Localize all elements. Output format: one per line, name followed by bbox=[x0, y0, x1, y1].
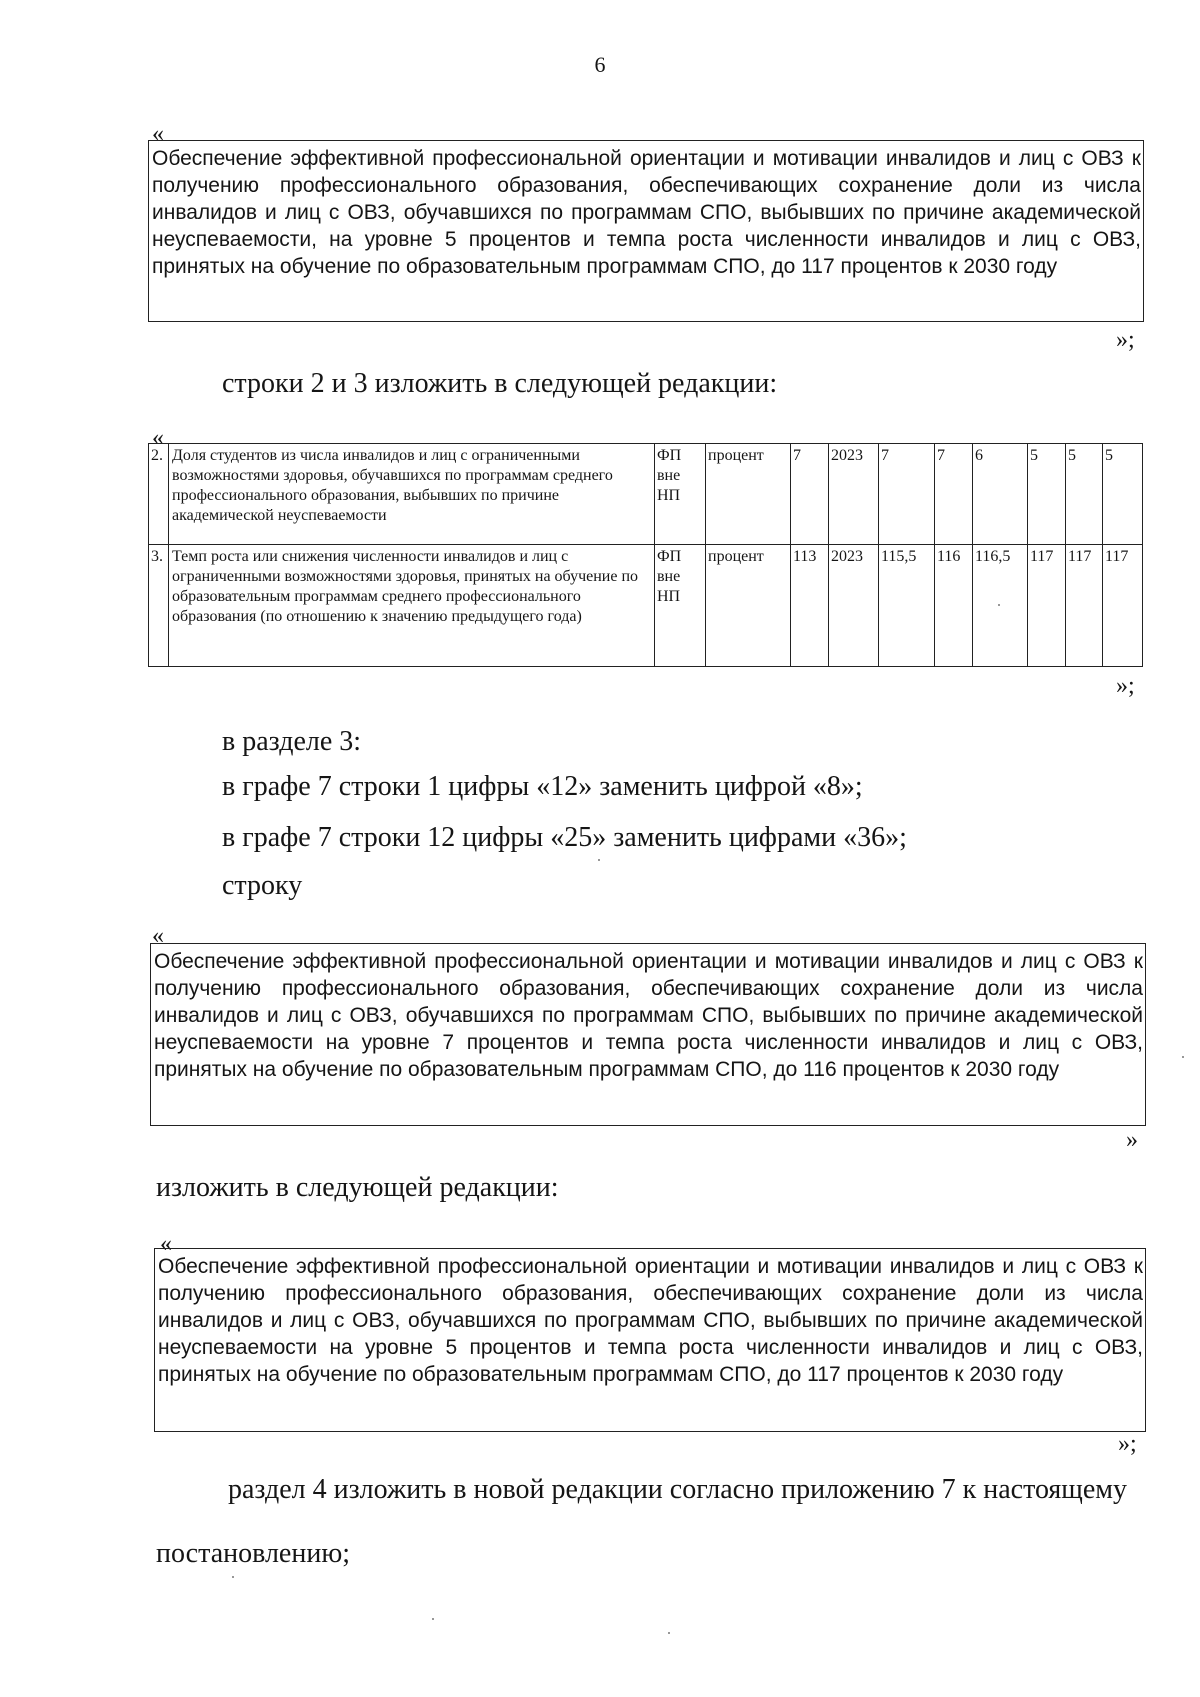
scan-speck bbox=[598, 859, 600, 861]
row-number: 2. bbox=[149, 444, 169, 545]
open-quote: « bbox=[152, 425, 164, 451]
base-value: 7 bbox=[791, 444, 829, 545]
close-quote: »; bbox=[1116, 327, 1135, 353]
instruction-state-new: изложить в следующей редакции: bbox=[156, 1172, 559, 1203]
indicator-name: Темп роста или снижения численности инвалидов и лиц с ограниченными возможностями здоровья, принятых на обучение по образовательным программам среднего профессионального образования (по отношению к значению предыдущего года) bbox=[169, 545, 655, 667]
instruction-rows-2-3: строки 2 и 3 изложить в следующей редакции: bbox=[222, 368, 778, 399]
value-cell: 116 bbox=[935, 545, 973, 667]
close-quote: »; bbox=[1116, 673, 1135, 699]
close-quote: »; bbox=[1118, 1431, 1137, 1457]
value-cell: 5 bbox=[1103, 444, 1143, 545]
indicators-table bbox=[148, 443, 1143, 667]
value-cell: 117 bbox=[1066, 545, 1103, 667]
table-row bbox=[149, 444, 1143, 545]
scan-speck bbox=[998, 604, 1000, 606]
base-year: 2023 bbox=[829, 444, 879, 545]
instruction-col7-row1: в графе 7 строки 1 цифры «12» заменить цифрой «8»; bbox=[222, 771, 863, 802]
scan-speck bbox=[432, 1618, 434, 1620]
instruction-section-4: раздел 4 изложить в новой редакции согласно приложению 7 к настоящему bbox=[228, 1474, 1127, 1505]
instruction-section-4-cont: постановлению; bbox=[156, 1538, 351, 1569]
open-quote: « bbox=[152, 121, 164, 147]
value-cell: 117 bbox=[1028, 545, 1066, 667]
indicator-name: Доля студентов из числа инвалидов и лиц с ограниченными возможностями здоровья, обучавшихся по программам среднего профессионального образования, выбывших по причине академической неуспеваемости bbox=[169, 444, 655, 545]
value-cell: 117 bbox=[1103, 545, 1143, 667]
unit: процент bbox=[706, 545, 791, 667]
target-text-box-new: Обеспечение эффективной профессиональной ориентации и мотивации инвалидов и лиц с ОВЗ к получению профессионального образования, обеспечивающих сохранение доли из числа инвалидов и лиц с ОВЗ, обучавшихся по программам СПО, выбывших по причине академической неуспеваемости на уровне 5 процентов и темпа роста численности инвалидов и лиц с ОВЗ, принятых на обучение по образовательным программам СПО, до 117 процентов к 2030 году bbox=[154, 1248, 1146, 1432]
target-text-box-current: Обеспечение эффективной профессиональной ориентации и мотивации инвалидов и лиц с ОВЗ к получению профессионального образования, обеспечивающих сохранение доли из числа инвалидов и лиц с ОВЗ, обучавшихся по программам СПО, выбывших по причине академической неуспеваемости, на уровне 5 процентов и темпа роста численности инвалидов и лиц с ОВЗ, принятых на обучение по образовательным программам СПО, до 117 процентов к 2030 году bbox=[148, 140, 1144, 322]
instruction-section-3: в разделе 3: bbox=[222, 726, 362, 757]
instruction-row: строку bbox=[222, 870, 303, 901]
value-cell: 5 bbox=[1066, 444, 1103, 545]
scan-speck bbox=[668, 1632, 670, 1634]
scan-speck bbox=[1182, 1056, 1184, 1058]
open-quote: « bbox=[160, 1231, 172, 1257]
base-value: 113 bbox=[791, 545, 829, 667]
value-cell: 7 bbox=[935, 444, 973, 545]
unit: процент bbox=[706, 444, 791, 545]
base-year: 2023 bbox=[829, 545, 879, 667]
indicator-level: ФП вне НП bbox=[655, 444, 706, 545]
value-cell: 5 bbox=[1028, 444, 1066, 545]
instruction-col7-row12: в графе 7 строки 12 цифры «25» заменить цифрами «36»; bbox=[222, 822, 907, 853]
page-number: 6 bbox=[594, 52, 606, 77]
table-row bbox=[149, 545, 1143, 667]
value-cell: 116,5 bbox=[973, 545, 1028, 667]
value-cell: 115,5 bbox=[879, 545, 935, 667]
target-text-box-old: Обеспечение эффективной профессиональной ориентации и мотивации инвалидов и лиц с ОВЗ к получению профессионального образования, обеспечивающих сохранение доли из числа инвалидов и лиц с ОВЗ, обучавшихся по программам СПО, выбывших по причине академической неуспеваемости на уровне 7 процентов и темпа роста численности инвалидов и лиц с ОВЗ, принятых на обучение по образовательным программам СПО, до 116 процентов к 2030 году bbox=[150, 943, 1146, 1126]
value-cell: 7 bbox=[879, 444, 935, 545]
row-number: 3. bbox=[149, 545, 169, 667]
value-cell: 6 bbox=[973, 444, 1028, 545]
scan-speck bbox=[232, 1576, 234, 1578]
indicator-level: ФП вне НП bbox=[655, 545, 706, 667]
open-quote: « bbox=[152, 923, 164, 949]
close-quote: » bbox=[1126, 1127, 1138, 1153]
